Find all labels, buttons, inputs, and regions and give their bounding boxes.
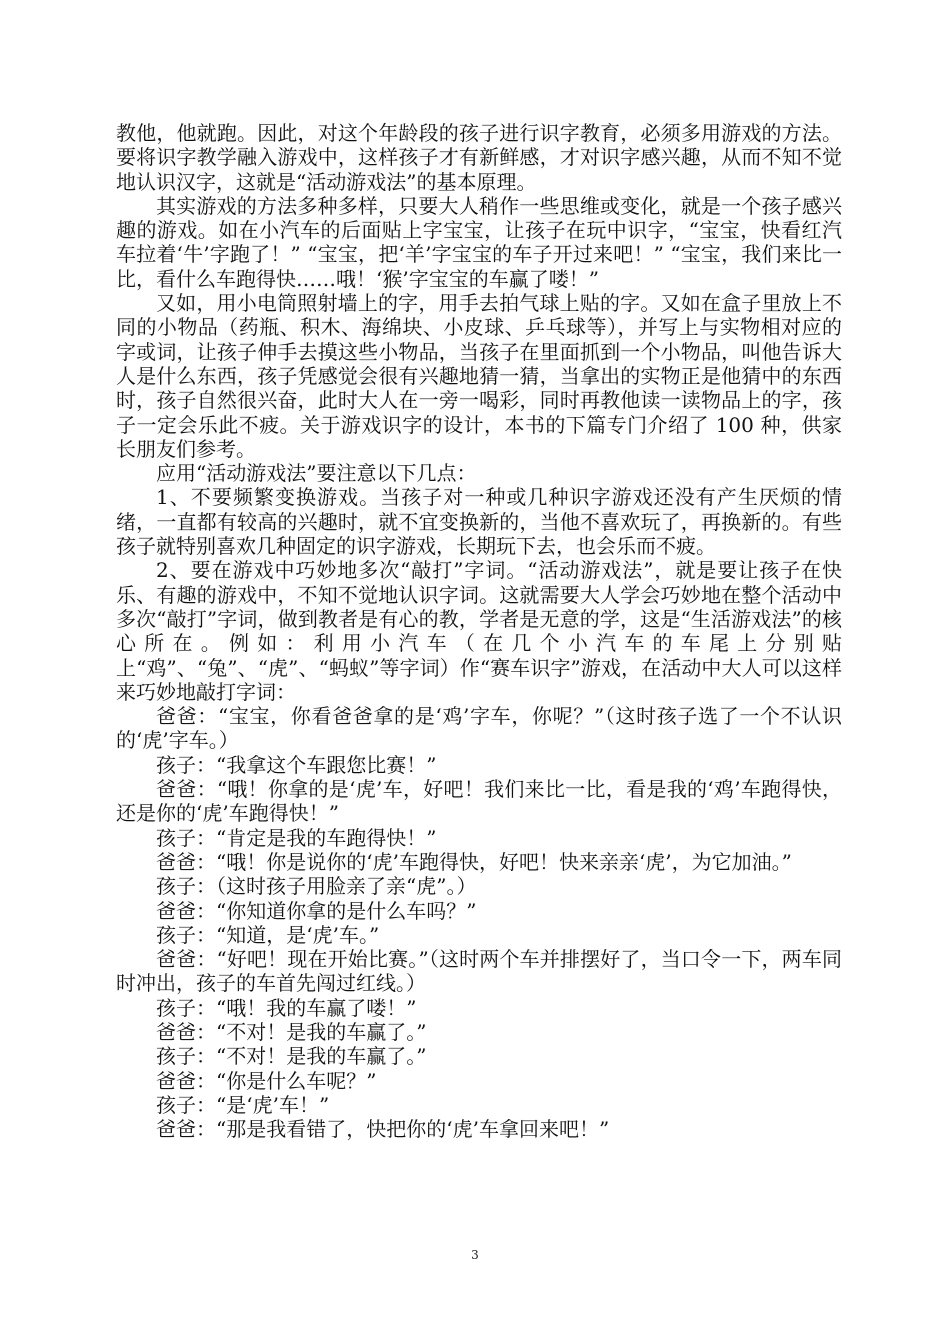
dialogue-line: 爸爸：“宝宝，你看爸爸拿的是‘鸡’字车，你呢？”（这时孩子选了一个不认识的‘虎’字车。）	[116, 704, 842, 753]
dialogue-line: 孩子：“哦！我的车赢了喽！”	[156, 995, 417, 1020]
dialogue-line: 孩子：“我拿这个车跟您比赛！”	[156, 752, 437, 777]
dialogue-line: 爸爸：“那是我看错了，快把你的‘虎’车拿回来吧！”	[156, 1117, 610, 1142]
dialogue-line: 孩子：“知道，是‘虎’车。”	[156, 922, 380, 947]
paragraph-point-1: 1、不要频繁变换游戏。当孩子对一种或几种识字游戏还没有产生厌烦的情绪，一直都有较高的兴趣时，就不宜变换新的，当他不喜欢玩了，再换新的。有些孩子就特别喜欢几种固定的识字游戏，长期玩下去，也会乐而不疲。	[116, 485, 842, 559]
paragraph-continuation: 教他，他就跑。因此，对这个年龄段的孩子进行识字教育，必须多用游戏的方法。要将识字教学融入游戏中，这样孩子才有新鲜感，才对识字感兴趣，从而不知不觉地认识汉字，这就是“活动游戏法”的基本原理。	[116, 121, 842, 194]
body-text	[116, 121, 842, 1141]
dialogue-line: 爸爸：“你是什么车呢？”	[156, 1068, 377, 1093]
dialogue-line: 爸爸：“哦！你是说你的‘虎’车跑得快，好吧！快来亲亲‘虎’，为它加油。”	[156, 849, 792, 874]
paragraph: 其实游戏的方法多种多样，只要大人稍作一些思维或变化，就是一个孩子感兴趣的游戏。如在小汽车的后面贴上字宝宝，让孩子在玩中识字，“宝宝，快看红汽车拉着‘牛’字跑了！” “宝宝，把‘羊’字宝宝的车子开过来吧！” “宝宝，我们来比一比，看什么车跑得快……哦！‘猴’字宝宝的车赢了喽！”	[116, 193, 842, 291]
dialogue-line: 孩子：（这时孩子用脸亲了亲“虎”。）	[156, 874, 477, 899]
dialogue-line: 孩子：“肯定是我的车跑得快！”	[156, 825, 437, 850]
paragraph-point-2: 2、要在游戏中巧妙地多次“敲打”字词。“活动游戏法”，就是要让孩子在快乐、有趣的游戏中，不知不觉地认识字词。这就需要大人学会巧妙地在整个活动中多次“敲打”字词，做到教者是有心的教，学者是无意的学，这是“生活游戏法”的核心所在。例如：利用小汽车（在几个小汽车的车尾上分别贴上“鸡”、“兔”、“虎”、“蚂蚁”等字词）作“赛车识字”游戏，在活动中大人可以这样来巧妙地敲打字词：	[116, 558, 842, 704]
paragraph: 应用“活动游戏法”要注意以下几点：	[156, 461, 477, 486]
dialogue-line: 爸爸：“好吧！现在开始比赛。”（这时两个车并排摆好了，当口令一下，两车同时冲出，孩子的车首先闯过红线。）	[116, 947, 842, 996]
dialogue-line: 爸爸：“哦！你拿的是‘虎’车，好吧！我们来比一比，看是我的‘鸡’车跑得快，还是你的‘虎’车跑得快！”	[116, 777, 842, 826]
dialogue-line: 孩子：“不对！是我的车赢了。”	[156, 1044, 427, 1069]
paragraph: 又如，用小电筒照射墙上的字，用手去拍气球上贴的字。又如在盒子里放上不同的小物品（药瓶、积木、海绵块、小皮球、乒乓球等），并写上与实物相对应的字或词，让孩子伸手去摸这些小物品，当孩子在里面抓到一个小物品，叫他告诉大人是什么东西，孩子凭感觉会很有兴趣地猜一猜，当拿出的实物正是他猜中的东西时，孩子自然很兴奋，此时大人在一旁一喝彩，同时再教他读一读物品上的字，孩子一定会乐此不疲。关于游戏识字的设计，本书的下篇专门介绍了 100 种，供家长朋友们参考。	[116, 291, 842, 461]
page-number: 3	[471, 1248, 479, 1262]
dialogue-line: 孩子：“是‘虎’车！”	[156, 1092, 330, 1117]
dialogue-line: 爸爸：“你知道你拿的是什么车吗？”	[156, 898, 477, 923]
dialogue-line: 爸爸：“不对！是我的车赢了。”	[156, 1019, 427, 1044]
